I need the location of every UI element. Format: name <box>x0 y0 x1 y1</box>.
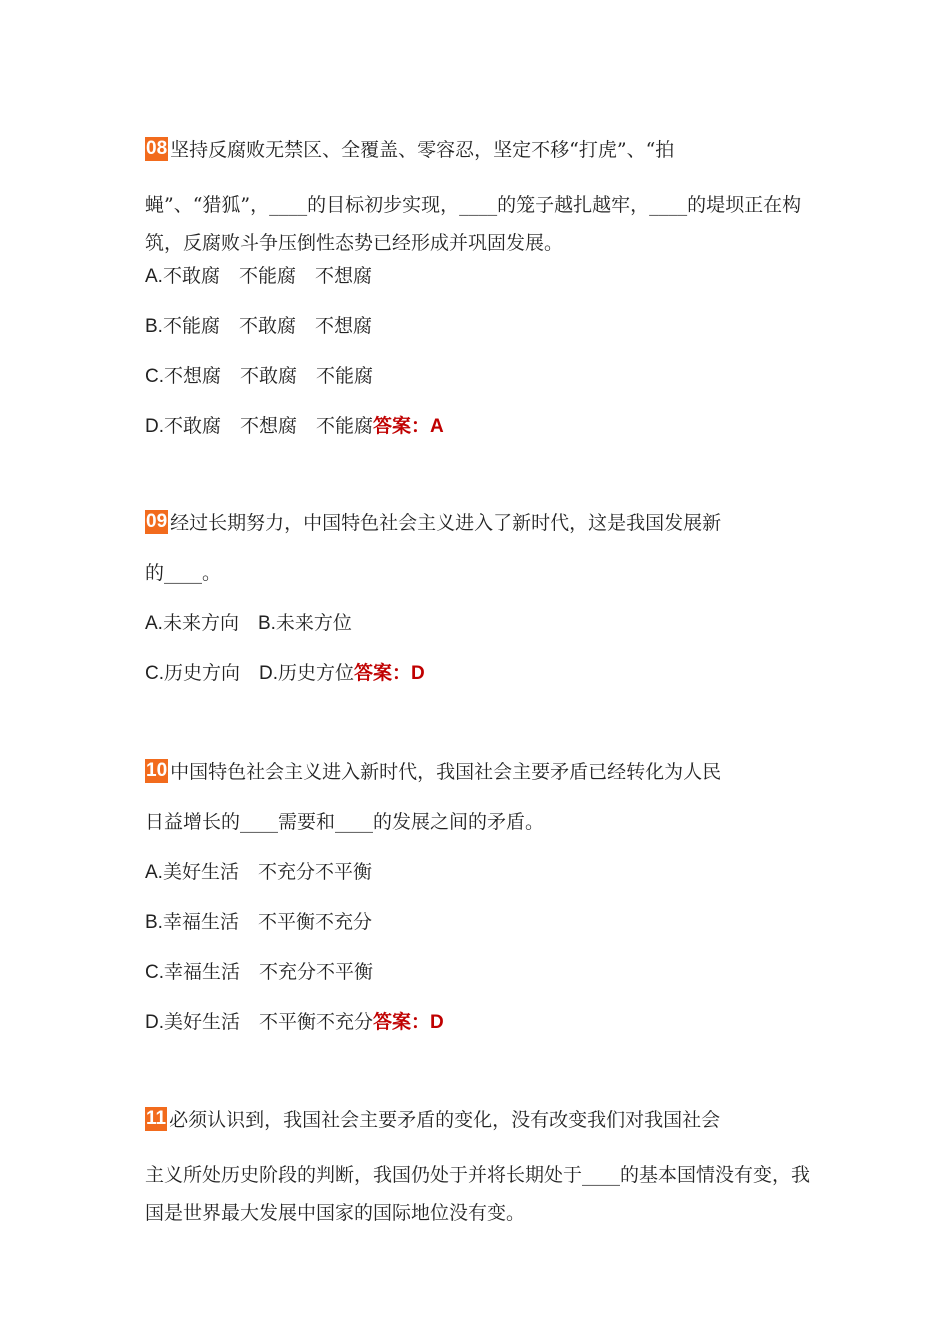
question-08 <box>145 136 815 462</box>
option-text: 未来方向 <box>162 612 258 634</box>
option-row-cd <box>145 659 815 709</box>
stem-text-rest: 主义所处历史阶段的判断，我国仍处于并将长期处于____的基本国情没有变，我国是世界最大发展中国家的国际地位没有变。 <box>145 1164 811 1224</box>
stem-text-rest: 蝇”、“猎狐”，____的目标初步实现，____的笼子越扎越牢，____的堤坝正在构筑，反腐败斗争压倒性态势已经形成并巩固发展。 <box>145 194 802 254</box>
option-b <box>145 908 815 958</box>
option-text: 不能腐 不敢腐 不想腐 <box>162 315 372 337</box>
option-letter: B. <box>145 316 163 337</box>
option-a <box>145 858 815 908</box>
option-letter: B. <box>257 613 276 634</box>
option-text: 幸福生活 不充分不平衡 <box>164 961 374 983</box>
question-10 <box>145 758 815 1058</box>
option-letter: A. <box>145 266 163 287</box>
question-number-badge: 09 <box>146 511 168 532</box>
option-letter: D. <box>259 663 279 684</box>
question-09 <box>145 509 815 709</box>
option-letter: A. <box>145 862 163 883</box>
question-stem <box>145 1106 815 1232</box>
option-c <box>145 362 815 412</box>
option-row-ab <box>145 609 815 659</box>
option-text: 历史方向 <box>164 662 260 684</box>
option-letter: C. <box>145 366 164 387</box>
option-text: 美好生活 不充分不平衡 <box>162 861 372 883</box>
option-text: 幸福生活 不平衡不充分 <box>162 911 372 933</box>
option-letter: D. <box>145 1012 164 1033</box>
option-text: 历史方位 <box>278 662 355 684</box>
option-b <box>145 312 815 362</box>
option-letter: A. <box>145 613 163 634</box>
option-d <box>145 412 815 462</box>
answer-label: 答案：D <box>373 1012 444 1033</box>
question-stem <box>145 758 815 858</box>
option-d <box>145 1008 815 1058</box>
question-number-badge: 11 <box>146 1108 167 1129</box>
option-letter: C. <box>145 663 164 684</box>
option-letter: B. <box>145 912 163 933</box>
option-letter: D. <box>145 416 164 437</box>
option-text: 未来方位 <box>275 612 352 634</box>
stem-text-line1: 必须认识到，我国社会主要矛盾的变化，没有改变我们对我国社会 <box>169 1109 721 1131</box>
question-stem <box>145 509 815 609</box>
option-a <box>145 262 815 312</box>
stem-text-rest: 日益增长的____需要和____的发展之间的矛盾。 <box>145 811 545 833</box>
stem-text-line1: 经过长期努力，中国特色社会主义进入了新时代，这是我国发展新 <box>170 512 722 534</box>
question-11 <box>145 1106 815 1232</box>
option-text: 美好生活 不平衡不充分 <box>164 1011 374 1033</box>
stem-text-rest: 的____。 <box>145 562 222 584</box>
option-c <box>145 958 815 1008</box>
option-text: 不敢腐 不能腐 不想腐 <box>162 265 372 287</box>
question-stem <box>145 136 815 262</box>
question-number-badge: 10 <box>146 760 168 781</box>
option-letter: C. <box>145 962 164 983</box>
stem-text-line1: 坚持反腐败无禁区、全覆盖、零容忍，坚定不移“打虎”、“拍 <box>170 139 675 161</box>
question-number-badge: 08 <box>146 138 168 159</box>
answer-label: 答案：A <box>373 416 444 437</box>
option-text: 不敢腐 不想腐 不能腐 <box>164 415 374 437</box>
answer-label: 答案：D <box>354 663 425 684</box>
option-text: 不想腐 不敢腐 不能腐 <box>164 365 374 387</box>
stem-text-line1: 中国特色社会主义进入新时代，我国社会主要矛盾已经转化为人民 <box>170 761 722 783</box>
